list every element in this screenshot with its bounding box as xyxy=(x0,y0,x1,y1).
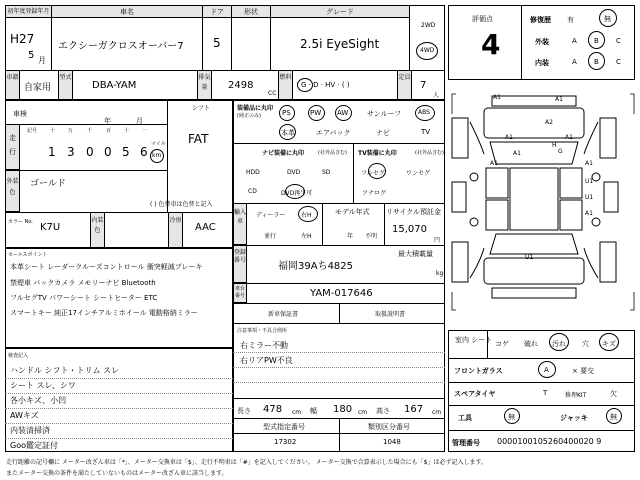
reg-month: 5 xyxy=(28,50,35,61)
mileage-digit-sym: 1 xyxy=(48,145,56,159)
equip-pw: PW xyxy=(310,109,322,117)
mark-a1-4: A1 xyxy=(565,134,573,141)
inspector-line-5: 内装清掃済 xyxy=(10,426,50,435)
car-damage-diagram xyxy=(450,82,636,330)
ac-value: AAC xyxy=(195,222,216,233)
mark-a1-7: A1 xyxy=(585,160,593,167)
import-left: 左H xyxy=(301,233,312,240)
seat-scratch: キズ xyxy=(602,340,616,348)
navi-dvd: DVD xyxy=(287,169,301,176)
sell-line-2: 禁煙車 バックカメラ メモリーナビ Bluetooth xyxy=(10,279,156,287)
ext-c: C xyxy=(616,37,621,45)
int-c: C xyxy=(616,58,621,66)
recycle-value: 15,070 xyxy=(392,224,427,235)
import-dealer: ディーラー xyxy=(256,212,286,219)
seat-dirt: 汚れ xyxy=(552,340,566,348)
spare-label: スペアタイヤ xyxy=(454,390,496,398)
inspector-line-6: Goo鑑定証付 xyxy=(10,441,58,450)
model-year-label: モデル年式 xyxy=(335,208,370,216)
interior-color-label: 内装色 xyxy=(90,212,105,248)
sell-line-1: 本革シート レーダークルーズコントロール 衝突軽減ブレーキ xyxy=(10,263,203,271)
plate-value: 福岡39Aち4825 xyxy=(278,261,354,272)
mileage-digit-5: 6 xyxy=(140,145,148,159)
door-count: 5 xyxy=(213,36,221,50)
jack-label: ジャッキ xyxy=(560,414,588,422)
equip-aw: AW xyxy=(337,109,349,117)
shift-label: シフト xyxy=(192,105,211,112)
mark-u1-3: U1 xyxy=(525,254,534,261)
grade-value: 2.5i EyeSight xyxy=(300,37,380,51)
recycle-unit: 円 xyxy=(434,237,441,244)
mileage-h-10m: 十 xyxy=(50,128,56,134)
length-value: 478 xyxy=(263,404,283,415)
mileage-h-sym: 記号 xyxy=(27,128,38,134)
cc-unit: CC xyxy=(268,90,277,97)
equipment-label: 装備品に丸印 xyxy=(237,105,274,112)
load-label: 最大積載量 xyxy=(398,250,433,258)
mileage-label: 走行 xyxy=(5,124,20,170)
seat-tear: 破れ xyxy=(524,340,538,348)
mileage-digit-2: 0 xyxy=(86,145,94,159)
rating-label: 評価点 xyxy=(472,15,493,23)
inspection-year: 年 xyxy=(104,117,111,125)
load-unit: kg xyxy=(436,270,444,277)
drive-2wd: 2WD xyxy=(421,22,436,29)
int-a: A xyxy=(572,58,577,66)
mileage-h-10: 十 xyxy=(124,128,130,134)
approval-value: 17302 xyxy=(274,438,297,446)
equip-tv: TV xyxy=(421,128,431,136)
navi-hdd: HDD xyxy=(246,169,260,176)
notes-label: 注意事項・不具合箇所 xyxy=(237,328,288,334)
mark-a1-1: A1 xyxy=(493,94,501,101)
model-label: 型式 xyxy=(58,70,73,100)
door-label: ドア xyxy=(202,5,232,18)
approval-label: 型式指定番号 xyxy=(263,423,305,431)
model-year-unknown: 不明 xyxy=(365,233,378,240)
jack-value: 無 xyxy=(610,413,617,421)
spare-t: T xyxy=(543,389,548,397)
inspector-label: 検査記入 xyxy=(8,353,29,359)
tools-label: 工具 xyxy=(458,414,472,422)
displacement-value: 2498 xyxy=(228,80,254,91)
sell-line-3: フルセグTV パワーシート シートヒーター ETC xyxy=(10,294,158,302)
fuel-options: G · D · HV · ( ) xyxy=(301,81,350,89)
reg-year: H27 xyxy=(10,32,35,46)
equip-leather: 本革 xyxy=(281,129,295,137)
category-label: 類別区分番号 xyxy=(368,423,410,431)
navi-sd: SD xyxy=(322,169,331,176)
sell-line-4: スマートキー 純正17インチアルミホイール 電動格納ミラー xyxy=(10,309,198,317)
mileage-h-1: 一 xyxy=(142,128,148,134)
color-code: K7U xyxy=(40,222,61,233)
navi-cd: CD xyxy=(248,188,257,195)
tv-sub: (社外品含む) xyxy=(415,150,444,156)
seat-hole: 穴 xyxy=(582,340,589,348)
mark-h: H xyxy=(552,142,557,149)
chassis-label: 車台番号 xyxy=(233,283,247,303)
spare-kit: 修理KIT xyxy=(565,392,587,399)
equip-navi: ナビ xyxy=(376,129,390,137)
wear-label: 修復歴 xyxy=(530,16,551,24)
grade-label: グレード xyxy=(270,5,410,18)
inspection-month: 月 xyxy=(136,117,143,125)
mark-a2: A2 xyxy=(545,119,553,126)
seats-value: 7 xyxy=(420,80,427,91)
use-value: 自家用 xyxy=(24,83,52,93)
import-right: 右H xyxy=(301,212,312,219)
displacement-label: 排気量 xyxy=(197,70,212,100)
sell-points-label: セールスポイント xyxy=(8,252,48,258)
ac-label: 冷房 xyxy=(168,212,183,248)
mgmt-value: 0000100105260400020 9 xyxy=(497,437,602,446)
length-unit: cm xyxy=(292,409,302,416)
mark-a1-6: A1 xyxy=(490,160,498,167)
reg-label: 初年度登録年月 xyxy=(5,5,52,18)
navi-sub: (社外品含む) xyxy=(318,150,347,156)
mark-a1-2: A1 xyxy=(555,96,563,103)
equipment-sub: (純正のみ) xyxy=(237,113,261,119)
length-label: 長さ xyxy=(237,407,251,415)
mileage-digit-4: 5 xyxy=(122,145,130,159)
inspector-line-3: 各小キズ、小凹 xyxy=(10,396,67,405)
category-value: 1048 xyxy=(383,438,401,446)
inspector-line-2: シート スレ、シワ xyxy=(10,381,76,390)
mark-u1-1: U1 xyxy=(585,178,594,185)
navi-label: ナビ装備に丸印 xyxy=(262,150,305,157)
import-label: 輸入車 xyxy=(233,203,247,245)
mark-a1-3: A1 xyxy=(505,134,513,141)
windshield-x: × 要交 xyxy=(572,367,595,375)
shift-value: FAT xyxy=(188,132,209,146)
exterior-label: 外装色 xyxy=(5,170,20,212)
tv-analog: アナログ xyxy=(362,190,387,197)
import-parallel: 並行 xyxy=(264,233,277,240)
mileage-h-1k: 千 xyxy=(87,128,93,134)
recycle-label: リサイクル預託金 xyxy=(386,208,442,216)
mileage-h-100: 百 xyxy=(106,128,112,134)
height-value: 167 xyxy=(404,404,424,415)
new-car-warranty: 新車保証書 xyxy=(268,311,299,318)
rating-value: 4 xyxy=(481,28,501,61)
use-label: 車籍 xyxy=(5,70,20,100)
seats-label: 定員 xyxy=(397,70,412,100)
model-value: DBA-YAM xyxy=(92,80,137,91)
spare-missing: 欠 xyxy=(610,390,617,398)
seat-label: 室内 シート xyxy=(455,336,493,344)
exterior-note: ( ) 色替車は色替と記入 xyxy=(150,201,213,208)
car-name: エクシーガクロスオーバー7 xyxy=(58,41,184,52)
mileage-unit-km: km xyxy=(152,152,162,159)
width-value: 180 xyxy=(333,404,353,415)
notes-line-1: 右ミラー不動 xyxy=(240,341,288,350)
color-code-label: カラー No. xyxy=(8,219,33,225)
mark-a1-8: A1 xyxy=(585,210,593,217)
mark-g: G xyxy=(558,148,563,155)
plate-label: 登録番号 xyxy=(233,245,247,283)
exterior-value: ゴールド xyxy=(30,179,66,189)
equip-ps: PS xyxy=(282,109,291,117)
int-label: 内装 xyxy=(535,59,549,67)
windshield-a: A xyxy=(544,366,549,374)
inspector-line-1: ハンドル シフト・トリム スレ xyxy=(10,366,120,375)
mileage-digit-3: 0 xyxy=(104,145,112,159)
tv-label: TV装備に丸印 xyxy=(358,150,397,157)
mileage-h-10k: 万 xyxy=(68,128,74,134)
car-name-label: 車名 xyxy=(51,5,203,18)
height-unit: cm xyxy=(432,409,442,416)
equip-airbag: エアバック xyxy=(316,129,351,137)
drive-4wd: 4WD xyxy=(420,47,435,54)
notes-line-2: 右リアPW不良 xyxy=(240,356,293,365)
footer-line-1: 走行距離の記号欄に メーター改ざん車は「*」、メーター交換車は「$」、走行不明車は「#」を記入してください。 メーター交換で合算表示した場合にも「$」は必ず記入します。 xyxy=(6,459,488,466)
inspection-label: 車検 xyxy=(13,110,27,118)
inspector-line-4: AWキズ xyxy=(10,411,39,420)
tv-fullseg: フルセグ xyxy=(361,170,385,177)
tools-value: 無 xyxy=(508,413,515,421)
mileage-unit-mile: マイル xyxy=(151,141,166,147)
width-label: 幅 xyxy=(310,407,317,415)
mileage-digit-1: 3 xyxy=(67,145,75,159)
owners-manual: 取扱説明書 xyxy=(375,311,406,318)
height-label: 高さ xyxy=(376,407,390,415)
fuel-label: 燃料 xyxy=(278,70,293,100)
equip-abs: ABS xyxy=(418,109,430,116)
footer-line-2: またメーター交換の条件を満たしていないものはメーター改ざん車に該当します。 xyxy=(6,470,228,477)
tv-oneseg: ワンセグ xyxy=(406,170,431,177)
windshield-label: フロントガラス xyxy=(454,367,503,375)
chassis-value: YAM-017646 xyxy=(310,288,373,299)
model-year-unit: 年 xyxy=(347,233,354,240)
reg-month-unit: 月 xyxy=(38,56,46,65)
mgmt-label: 管理番号 xyxy=(452,439,480,447)
seat-burn: コゲ xyxy=(495,340,509,348)
int-b: B xyxy=(594,58,599,66)
mark-u1-2: U1 xyxy=(585,194,594,201)
navi-dvd-play: DVD再生可 xyxy=(281,190,313,197)
ext-a: A xyxy=(572,37,577,45)
equip-sunroof: サンルーフ xyxy=(367,110,402,118)
seats-unit: 人 xyxy=(433,92,440,99)
wear-yes: 有 xyxy=(567,16,574,24)
ext-label: 外装 xyxy=(535,38,549,46)
shape-label: 形状 xyxy=(231,5,271,18)
wear-no: 無 xyxy=(604,15,611,23)
width-unit: cm xyxy=(358,409,368,416)
ext-b: B xyxy=(594,37,599,45)
mark-a1-5: A1 xyxy=(513,150,521,157)
